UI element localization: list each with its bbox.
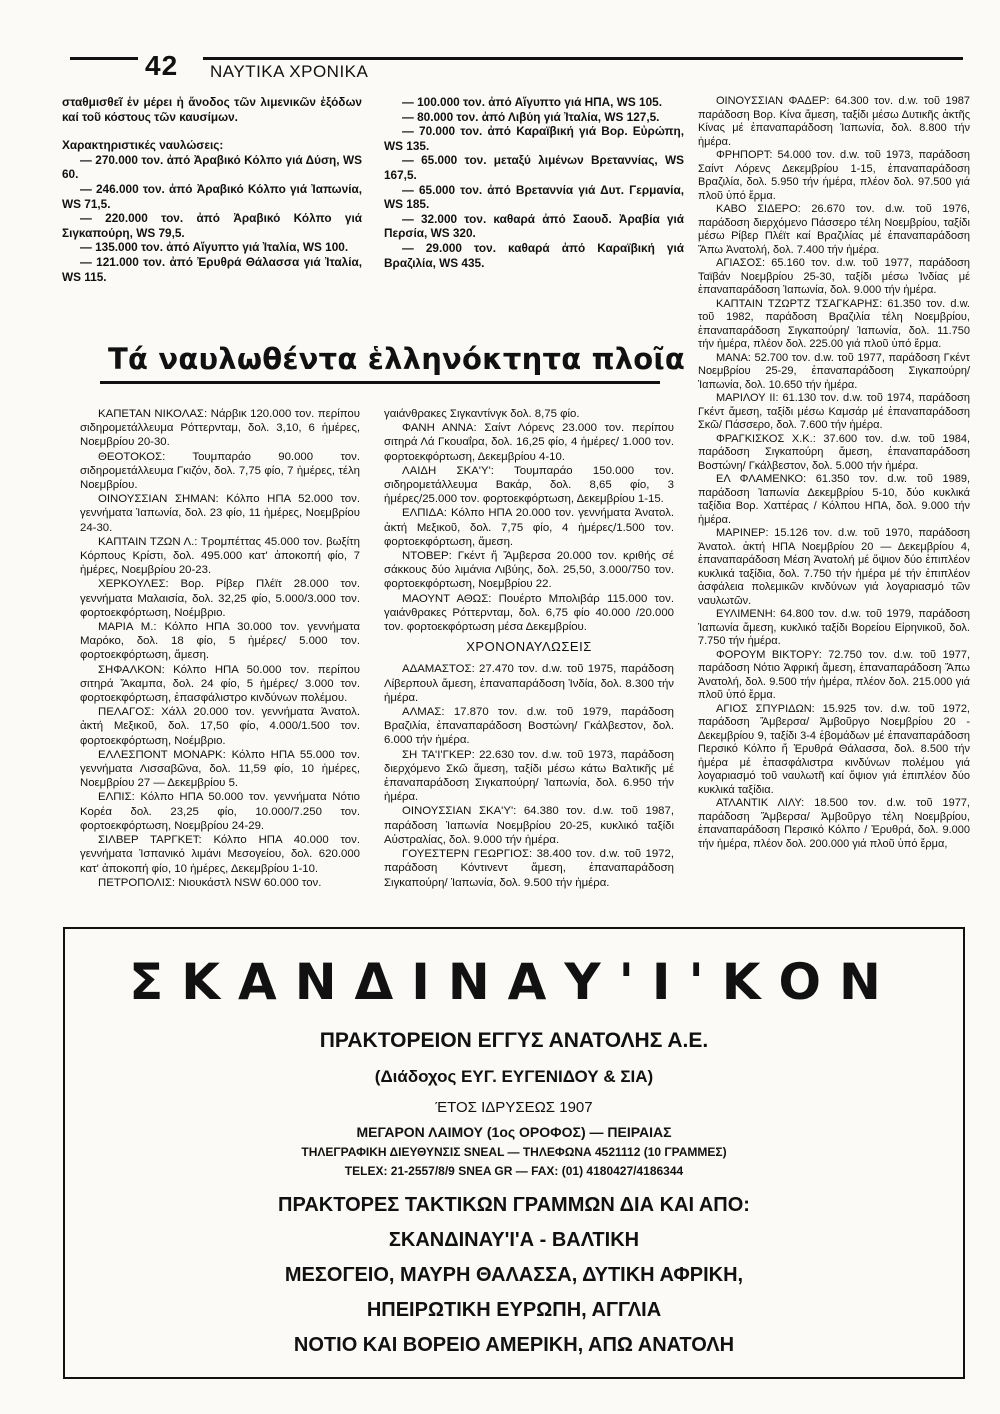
timecharter-entry: ΜΑΡΙΛΟΥ ΙΙ: 61.130 τον. d.w. τοῦ 1974, παράδοση Γκέντ ἄμεση, ταξίδι μέσω Καμσάρ μέ ἐπαναπαράδοση Σκῶ/ Πάσσερο, δολ. 7.600 τήν ἡμέρα. <box>698 392 970 431</box>
timecharter-entry: ΦΡΑΓΚΙΣΚΟΣ Χ.Κ.: 37.600 τον. d.w. τοῦ 1984, παράδοση Σιγκαπούρη ἄμεση, ἐπαναπαράδοση Βοστώνη/ Γκάλβεστον, δολ. 5.000 τήν ἡμέρα. <box>698 432 970 472</box>
fixture-entry: ΣΙΛΒΕΡ ΤΑΡΓΚΕΤ: Κόλπο ΗΠΑ 40.000 τον. γεννήματα Ἰσπανικό λιμάνι Μεσογείου, δολ. 620.000 κατ' ἀποκοπή φίο, 10 ἡμέρες, Δεκεμβρίου 1-10. <box>80 834 360 875</box>
fixture-entry: ΚΑΠΕΤΑΝ ΝΙΚΟΛΑΣ: Νάρβικ 120.000 τον. περίπου σιδηρομετάλλευμα Ρόττερνταμ, δολ. 3,10, 6 ἡμέρες, Νοεμβρίου 20-30. <box>80 408 360 449</box>
ad-company-name: ΣΚΑΝΔΙΝΑΥ'Ι'ΚΟΝ <box>129 953 899 1011</box>
headline-underline <box>100 381 660 384</box>
ad-line: (Διάδοχος ΕΥΓ. ΕΥΓΕΝΙΔΟΥ & ΣΙΑ) <box>374 1067 654 1086</box>
timecharter-entry: ΦΟΡΟΥΜ ΒΙΚΤΟΡΥ: 72.750 τον. d.w. τοῦ 1977, παράδοση Νότιο Ἀφρική ἄμεση, ἐπαναπαράδοση Ἄπω Ἀνατολή, δολ. 9.500 τήν ἡμέρα, πλέον δολ. 215.000 γιά πλοῦ ὑπό ἔρμα. <box>698 648 970 701</box>
timecharter-entry: ΦΡΗΠΟΡΤ: 54.000 τον. d.w. τοῦ 1973, παράδοση Σαίντ Λόρενς Δεκεμβρίου 1-15, ἐπαναπαράδοση Βραζιλία, δολ. 5.950 τήν ἡμέρα, πλέον δολ. 97.500 γιά πλοῦ ὑπό ἔρμα. <box>698 149 970 202</box>
fixture-entry: ΛΑΙΔΗ ΣΚΑ'Υ': Τουμπαράο 150.000 τον. σιδηρομετάλλευμα Βακάρ, δολ. 8,65 φίο, 3 ἡμέρες/25.000 τον. φορτοεκφόρτωση, Δεκεμβρίου 1-15. <box>384 464 674 506</box>
top-column-middle <box>384 95 684 270</box>
fixture-entry: ΠΕΤΡΟΠΟΛΙΣ: Νιουκάστλ NSW 60.000 τον. <box>98 876 322 889</box>
ad-line: ΠΡΑΚΤΟΡΕΙΟΝ ΕΓΓΥΣ ΑΝΑΤΟΛΗΣ Α.Ε. <box>319 1029 709 1052</box>
top-column-left <box>62 95 362 284</box>
ad-line: ΈΤΟΣ ΙΔΡΥΣΕΩΣ 1907 <box>435 1099 593 1116</box>
ad-line: ΜΕΓΑΡΟΝ ΛΑΙΜΟΥ (1ος ΟΡΟΦΟΣ) — ΠΕΙΡΑΙΑΣ <box>356 1124 672 1140</box>
timecharter-entry: ΓΟΥΕΣΤΕΡΝ ΓΕΩΡΓΙΟΣ: 38.400 τον. d.w. τοῦ 1972, παράδοση Κόντινεντ ἄμεση, ἐπαναπαράδοση Σιγκαπούρη/ Ἰαπωνία, δολ. 9.500 τήν ἡμέρα. <box>384 848 674 889</box>
column-middle <box>384 407 674 890</box>
timecharter-entry: ΜΑΝΑ: 52.700 τον. d.w. τοῦ 1977, παράδοση Γκέντ Νοεμβρίου 25-29, ἐπαναπαράδοση Σιγκαπούρη/ Ἰαπωνία, δολ. 10.650 τήν ἡμέρα. <box>698 351 970 391</box>
ad-line: ΝΟΤΙΟ ΚΑΙ ΒΟΡΕΙΟ ΑΜΕΡΙΚΗ, ΑΠΩ ΑΝΑΤΟΛΗ <box>293 1334 735 1356</box>
timecharter-entry: ΑΤΛΑΝΤΙΚ ΛΙΛΥ: 18.500 τον. d.w. τοῦ 1977, παράδοση Ἄμβερσα/ Ἀμβοῦργο τέλη Νοεμβρίου, ἐπαναπαράδοση Περσικό Κόλπο / Ἐρυθρά, δολ. 9.000 τήν ἡμέρα, πλέον δολ. 200.000 γιά πλοῦ ὑπό ἔρμα, <box>698 797 970 850</box>
paragraph: σταθμισθεῖ ἐν μέρει ἡ ἄνοδος τῶν λιμενικῶν ἐξόδων καί τοῦ κόστους τῶν καυσίμων. <box>62 95 362 124</box>
timecharter-entry: ΚΑΒΟ ΣΙΔΕΡΟ: 26.670 τον. d.w. τοῦ 1976, παράδοση διερχόμενο Πάσσερο τέλη Νοεμβρίου, ταξίδι μέσω Ρίβερ Πλέϊτ καί Βραζιλίας μέ ἐπαναπαράδοση Ἄπω Ἀνατολή, δολ. 7.400 τήν ἡμέρα. <box>698 203 970 256</box>
timecharter-entry: ΣΗ ΤΑ'Ι'ΓΚΕΡ: 22.630 τον. d.w. τοῦ 1973, παράδοση διερχόμενο Σκῶ ἄμεση, ταξίδι μέσω κάτω Βαλτικῆς μέ ἐπαναπαράδοση Σιγκαπούρη/ Ἰαπωνία, δολ. 6.950 τήν ἡμέρα. <box>384 748 674 804</box>
timecharter-entry: ΜΑΡΙΝΕΡ: 15.126 τον. d.w. τοῦ 1970, παράδοση Ἀνατολ. ἀκτή ΗΠΑ Νοεμβρίου 20 — Δεκεμβρίου 4, ἐπαναπαράδοση Μέση Ἀνατολή μέ ὄψιον δύο ἐπιπλέον κυκλικά ταξίδια, δολ. 7.750 τήν ἡμέρα μέ τήν ἐπιπλέον ἀσφάλεια πολεμικῶν κινδύνων γιά λογαριασμό τῶν ναυλωτῶν. <box>698 527 970 607</box>
fixture-entry: ΕΛΛΕΣΠΟΝΤ ΜΟΝΑΡΚ: Κόλπο ΗΠΑ 55.000 τον. γεννήματα Λισσαβῶνα, δολ. 11,59 φίο, 10 ἡμέρες, Νοεμβρίου 27 — Δεκεμβρίου 5. <box>80 748 360 790</box>
charter-item: — 121.000 τον. ἀπό Ἐρυθρά Θάλασσα γιά Ἰταλία, WS 115. <box>62 254 362 284</box>
charter-item: — 100.000 τον. ἀπό Αἴγυπτο γιά ΗΠΑ, WS 105. <box>402 95 662 109</box>
ad-line: ΠΡΑΚΤΟΡΕΣ ΤΑΚΤΙΚΩΝ ΓΡΑΜΜΩΝ ΔΙΑ ΚΑΙ ΑΠΟ: <box>278 1194 750 1216</box>
ad-line: ΜΕΣΟΓΕΙΟ, ΜΑΥΡΗ ΘΑΛΑΣΣΑ, ΔΥΤΙΚΗ ΑΦΡΙΚΗ, <box>284 1264 744 1286</box>
ad-line: ΗΠΕΙΡΩΤΙΚΗ ΕΥΡΩΠΗ, ΑΓΓΛΙΑ <box>366 1299 662 1321</box>
fixture-entry: ΕΛΠΙΔΑ: Κόλπο ΗΠΑ 20.000 τον. γεννήματα Ἀνατολ. ἀκτή Μεξικοῦ, δολ. 7,75 φίο, 4 ἡμέρες/1.500 τον. φορτοεκφόρτωση, ἄμεση. <box>384 507 674 548</box>
timecharter-entry: ΟΙΝΟΥΣΣΙΑΝ ΦΑΔΕΡ: 64.300 τον. d.w. τοῦ 1987 παράδοση Βορ. Κίνα ἄμεση, ταξίδι μέσω Δυτικῆς ἀκτῆς Κίνας μέ ἐπαναπαράδοση Ἰαπωνία, δολ. 8.800 τήν ἡμέρα. <box>698 95 970 148</box>
fixture-entry: ΧΕΡΚΟΥΛΕΣ: Βορ. Ρίβερ Πλέϊτ 28.000 τον. γεννήματα Μαλαισία, δολ. 32,25 φίο, 5.000/3.000 τον. φορτοεκφόρτωση, Νοέμβριο. <box>80 578 360 619</box>
charter-item: — 29.000 τον. καθαρά ἀπό Καραϊβική γιά Βραζιλία, WS 435. <box>384 240 684 270</box>
timecharters-heading: ΧΡΟΝΟΝΑΥΛΩΣΕΙΣ <box>466 639 592 655</box>
timecharter-entry: ΕΛ ΦΛΑΜΕΝΚΟ: 61.350 τον. d.w. τοῦ 1989, παράδοση Ἰαπωνία Δεκεμβρίου 5-10, δύο κυκλικά ταξίδια Βορ. Χαττέρας / Κόλπου ΗΠΑ, δολ. 9.000 τήν ἡμέρα. <box>698 473 970 526</box>
section-label: Χαρακτηριστικές ναυλώσεις: <box>62 138 224 153</box>
fixture-entry: ΣΗΦΑΛΚΟΝ: Κόλπο ΗΠΑ 50.000 τον. περίπου σιτηρά Ἄκαμπα, δολ. 24 φίο, 5 ἡμέρες/ 3.000 τον. φορτοεκφόρτωση, ἐπασφάλιστρο κινδύνων πολέμου. <box>80 663 360 705</box>
charter-item: — 270.000 τον. ἀπό Ἀραβικό Κόλπο γιά Δύση, WS 60. <box>62 152 362 182</box>
charter-item: — 32.000 τον. καθαρά ἀπό Σαουδ. Ἀραβία γιά Περσία, WS 320. <box>384 211 684 241</box>
column-left <box>80 407 360 890</box>
ad-line: TELEX: 21-2557/8/9 SNEA GR — FAX: (01) 4180427/4186344 <box>344 1164 684 1178</box>
publication-title: ΝΑΥΤΙΚΑ ΧΡΟΝΙΚΑ <box>210 62 369 81</box>
page-number: 42 <box>145 50 179 81</box>
fixture-entry: ΜΑΡΙΑ Μ.: Κόλπο ΗΠΑ 30.000 τον. γεννήματα Μαρόκο, δολ. 18 φίο, 5 ἡμέρες/ 5.000 τον. φορτοεκφόρτωση, ἄμεση. <box>80 621 360 662</box>
fixture-entry: ΦΑΝΗ ΑΝΝΑ: Σαίντ Λόρενς 23.000 τον. περίπου σιτηρά Λά Γκουαΐρα, δολ. 16,25 φίο, 4 ἡμέρες/ 1.000 τον. φορτοεκφόρτωση, Δεκεμβρίου 4-10. <box>384 422 674 463</box>
timecharter-entry: ΑΓΙΑΣΟΣ: 65.160 τον. d.w. τοῦ 1977, παράδοση Ταϊβάν Νοεμβρίου 25-30, ταξίδι μέσω Ἰνδίας μέ ἐπαναπαράδοση Ἰαπωνία, δολ. 9.000 τήν ἡμέρα. <box>698 257 970 296</box>
ad-line: ΣΚΑΝΔΙΝΑΥ'Ι'Α - ΒΑΛΤΙΚΗ <box>388 1229 640 1251</box>
fixture-entry: ΘΕΟΤΟΚΟΣ: Τουμπαράο 90.000 τον. σιδηρομετάλλευμα Γκιζόν, δολ. 7,75 φίο, 7 ἡμέρες, τέλη Νοεμβρίου. <box>80 450 360 492</box>
fixture-entry: ΟΙΝΟΥΣΣΙΑΝ ΣΗΜΑΝ: Κόλπο ΗΠΑ 52.000 τον. γεννήματα Ἰαπωνία, δολ. 23 φίο, 11 ἡμέρες, Νοεμβρίου 24-30. <box>80 493 360 534</box>
charter-item: — 135.000 τον. ἀπό Αἴγυπτο γιά Ἰταλία, WS 100. <box>80 240 349 255</box>
charter-item: — 65.000 τον. μεταξύ λιμένων Βρεταννίας, WS 167,5. <box>384 153 684 182</box>
fixture-entry: ΝΤΟΒΕΡ: Γκέντ ἤ Ἄμβερσα 20.000 τον. κριθής σέ σάκκους δύο λιμάνια Λιβύης, δολ. 25,50, 3.000/750 τον. φορτοεκφόρτωση, Νοεμβρίου 22. <box>384 550 674 591</box>
charter-item: — 65.000 τον. ἀπό Βρεταννία γιά Δυτ. Γερμανία, WS 185. <box>384 182 684 212</box>
charter-item: — 246.000 τον. ἀπό Ἀραβικό Κόλπο γιά Ἰαπωνία, WS 71,5. <box>62 181 362 211</box>
fixture-entry: ΠΕΛΑΓΟΣ: Χάλλ 20.000 τον. γεννήματα Ἀνατολ. ἀκτή Μεξικοῦ, δολ. 17,50 φίο, 4.000/1.500 τον. φορτοεκφόρτωση, Νοέμβριο. <box>80 706 360 747</box>
charter-item: — 220.000 τον. ἀπό Ἀραβικό Κόλπο γιά Σιγκαπούρη, WS 79,5. <box>62 211 362 240</box>
timecharter-entry: ΑΓΙΟΣ ΣΠΥΡΙΔΩΝ: 15.925 τον. d.w. τοῦ 1972, παράδοση Ἄμβερσα/ Ἀμβοῦργο Νοεμβρίου 20 - Δεκεμβρίου 9, ταξίδι 3-4 ἑβομάδων μέ ἐπαναπαράδοση Περσικό Κόλπο ἤ Ἐρυθρά Θάλασσα, δολ. 8.500 τήν ἡμέρα μέ ἐπασφάλιστρα κινδύνων πολέμου γιά λογαριασμό τοῦ ναυλωτῆ καί ὄψιον γιά ἐπιπλέον δύο κυκλικά ταξίδια. <box>698 702 970 796</box>
column-right <box>698 95 970 851</box>
timecharter-entry: ΚΑΠΤΑΙΝ ΤΖΩΡΤΖ ΤΣΑΓΚΑΡΗΣ: 61.350 τον. d.w. τοῦ 1982, παράδοση Βραζιλία τέλη Νοεμβρίου, ἐπαναπαράδοση Σιγκαπούρη/ Ἰαπωνία, δολ. 11.750 τήν ἡμέρα, πλέον δολ. 225.00 γιά πλοῦ ὑπό ἔρμα. <box>698 297 970 350</box>
fixture-entry: ΚΑΠΤΑΙΝ ΤΖΩΝ Λ.: Τρομπέττας 45.000 τον. βωξίτη Κόρπους Κρίστι, δολ. 495.000 κατ' ἀποκοπή φίο, 7 ἡμέρες, Νοεμβρίου 20-23. <box>80 535 360 577</box>
header-rule-right <box>203 57 963 60</box>
timecharter-entry: ΑΛΜΑΣ: 17.870 τον. d.w. τοῦ 1979, παράδοση Βραζιλία, ἐπαναπαράδοση Βοστώνη/ Γκάλβεστον, δολ. 6.000 τήν ἡμέρα. <box>384 706 674 747</box>
fixture-entry: γαιάνθρακες Σιγκαντίνγκ δολ. 8,75 φίο. <box>384 408 580 420</box>
charter-item: — 80.000 τον. ἀπό Λιβύη γιά Ἰταλία, WS 127,5. <box>402 109 660 124</box>
article-headline: Τά ναυλωθέντα ἑλληνόκτητα πλοῖα <box>108 342 686 376</box>
fixture-entry: ΜΑΟΥΝΤ ΑΘΩΣ: Πουέρτο Μπολιβάρ 115.000 τον. γαιάνθρακες Ρόττερνταμ, δολ. 6,75 φίο 40.000 /20.000 τον. φορτοεκφόρτωση μέσα Δεκεμβρίου. <box>384 592 674 634</box>
timecharter-entry: ΟΙΝΟΥΣΣΙΑΝ ΣΚΑ'Υ': 64.380 τον. d.w. τοῦ 1987, παράδοση Ἰαπωνία Νοεμβρίου 20-25, κυκλικό ταξίδι Αὐστραλίας, δολ. 9.000 τήν ἡμέρα. <box>384 805 674 846</box>
timecharter-entry: ΑΔΑΜΑΣΤΟΣ: 27.470 τον. d.w. τοῦ 1975, παράδοση Λίβερπουλ ἄμεση, ἐπαναπαράδοση Ἰνδία, δολ. 8.300 τήν ἡμέρα. <box>384 663 674 704</box>
ad-line: ΤΗΛΕΓΡΑΦΙΚΗ ΔΙΕΥΘΥΝΣΙΣ SNEAL — ΤΗΛΕΦΩΝΑ 4521112 (10 ΓΡΑΜΜΕΣ) <box>301 1145 727 1159</box>
charter-item: — 70.000 τον. ἀπό Καραϊβική γιά Βορ. Εὐρώπη, WS 135. <box>384 124 684 153</box>
advertisement-box <box>63 927 965 1379</box>
timecharter-entry: ΕΥΛΙΜΕΝΗ: 64.800 τον. d.w. τοῦ 1979, παράδοση Ἰαπωνία ἄμεση, κυκλικό ταξίδι Βορείου Εἰρηνικοῦ, δολ. 7.750 τήν ἡμέρα. <box>698 608 970 647</box>
fixture-entry: ΕΛΠΙΣ: Κόλπο ΗΠΑ 50.000 τον. γεννήματα Νότιο Κορέα δολ. 23,25 φίο, 10.000/7.250 τον. φορτοεκφόρτωση, Νοεμβρίου 24-29. <box>80 791 360 832</box>
header-rule-left <box>70 57 138 60</box>
